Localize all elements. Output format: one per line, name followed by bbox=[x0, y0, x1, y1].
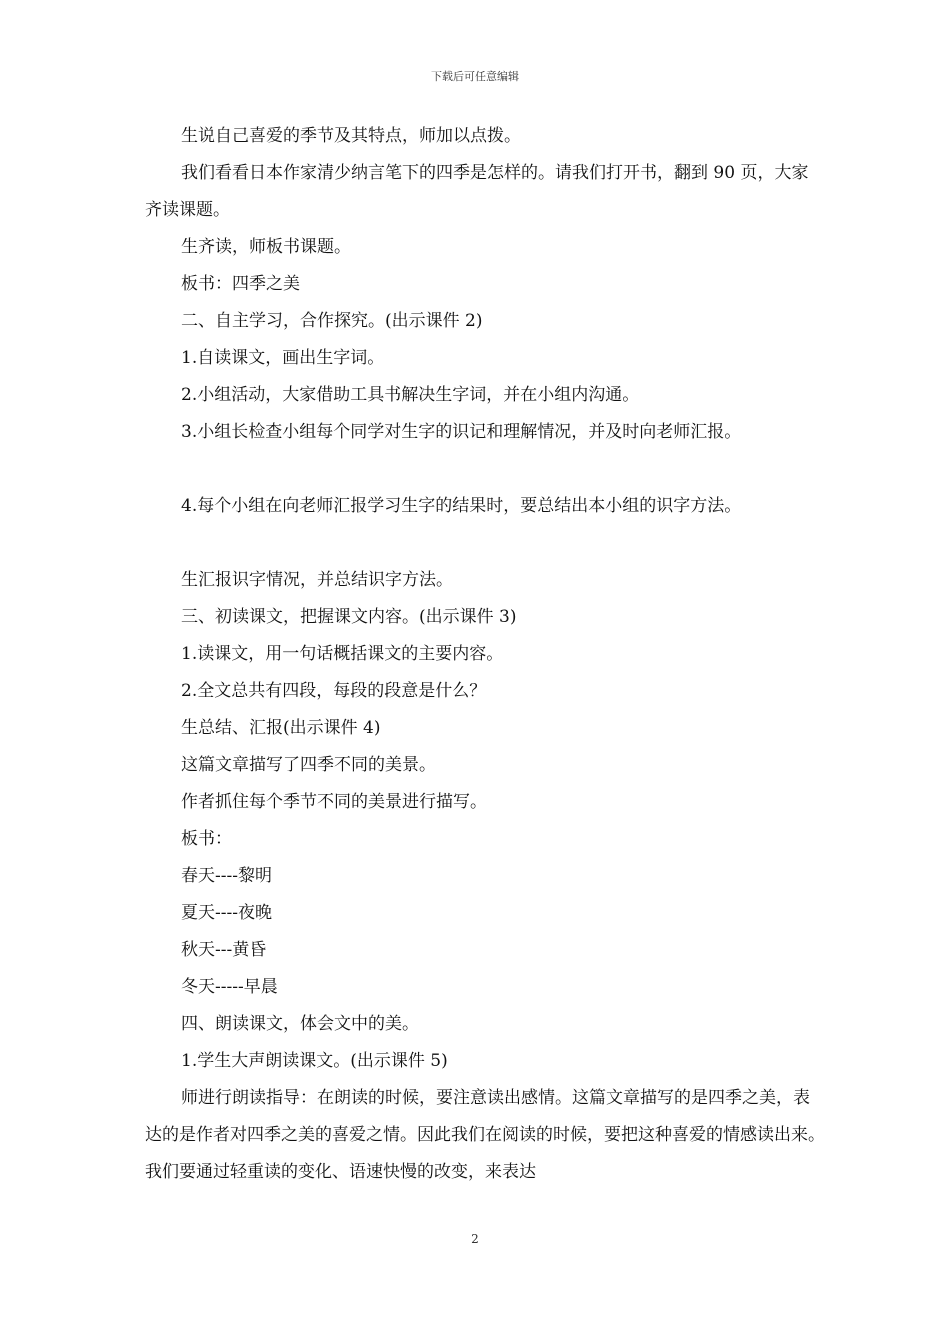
paragraph: 板书： bbox=[181, 829, 232, 849]
paragraph: 二、自主学习，合作探究。(出示课件 2) bbox=[181, 311, 483, 331]
paragraph: 2.小组活动，大家借助工具书解决生字词，并在小组内沟通。 bbox=[181, 385, 640, 405]
paragraph-spacer bbox=[145, 525, 825, 562]
paragraph: 2.全文总共有四段，每段的段意是什么？ bbox=[181, 681, 487, 701]
paragraph: 作者抓住每个季节不同的美景进行描写。 bbox=[181, 792, 487, 812]
paragraph: 夏天----夜晚 bbox=[181, 903, 272, 923]
paragraph-spacer bbox=[145, 451, 825, 488]
paragraph: 3.小组长检查小组每个同学对生字的识记和理解情况，并及时向老师汇报。 bbox=[181, 422, 742, 442]
paragraph: 我们看看日本作家清少纳言笔下的四季是怎样的。请我们打开书，翻到 90 页，大家齐读课题。 bbox=[145, 163, 809, 220]
paragraph: 4.每个小组在向老师汇报学习生字的结果时，要总结出本小组的识字方法。 bbox=[181, 496, 742, 516]
paragraph: 四、朗读课文，体会文中的美。 bbox=[181, 1014, 419, 1034]
document-body bbox=[145, 118, 825, 1191]
paragraph: 秋天---黄昏 bbox=[181, 940, 267, 960]
paragraph: 师进行朗读指导：在朗读的时候，要注意读出感情。这篇文章描写的是四季之美，表达的是作者对四季之美的喜爱之情。因此我们在阅读的时候，要把这种喜爱的情感读出来。我们要通过轻重读的变化、语速快慢的改变，来表达 bbox=[145, 1088, 825, 1182]
paragraph: 生汇报识字情况，并总结识字方法。 bbox=[181, 570, 453, 590]
paragraph: 1.读课文，用一句话概括课文的主要内容。 bbox=[181, 644, 504, 664]
paragraph: 春天----黎明 bbox=[181, 866, 272, 886]
paragraph: 1.学生大声朗读课文。(出示课件 5) bbox=[181, 1051, 448, 1071]
page-number: 2 bbox=[471, 1232, 479, 1246]
paragraph: 生齐读，师板书课题。 bbox=[181, 237, 351, 257]
paragraph: 生总结、汇报(出示课件 4) bbox=[181, 718, 381, 738]
paragraph: 这篇文章描写了四季不同的美景。 bbox=[181, 755, 436, 775]
paragraph: 生说自己喜爱的季节及其特点，师加以点拨。 bbox=[181, 126, 521, 146]
paragraph: 冬天-----早晨 bbox=[181, 977, 278, 997]
paragraph: 三、初读课文，把握课文内容。(出示课件 3) bbox=[181, 607, 517, 627]
page-header: 下载后可任意编辑 bbox=[431, 70, 519, 83]
paragraph: 1.自读课文，画出生字词。 bbox=[181, 348, 385, 368]
paragraph: 板书：四季之美 bbox=[181, 274, 300, 294]
